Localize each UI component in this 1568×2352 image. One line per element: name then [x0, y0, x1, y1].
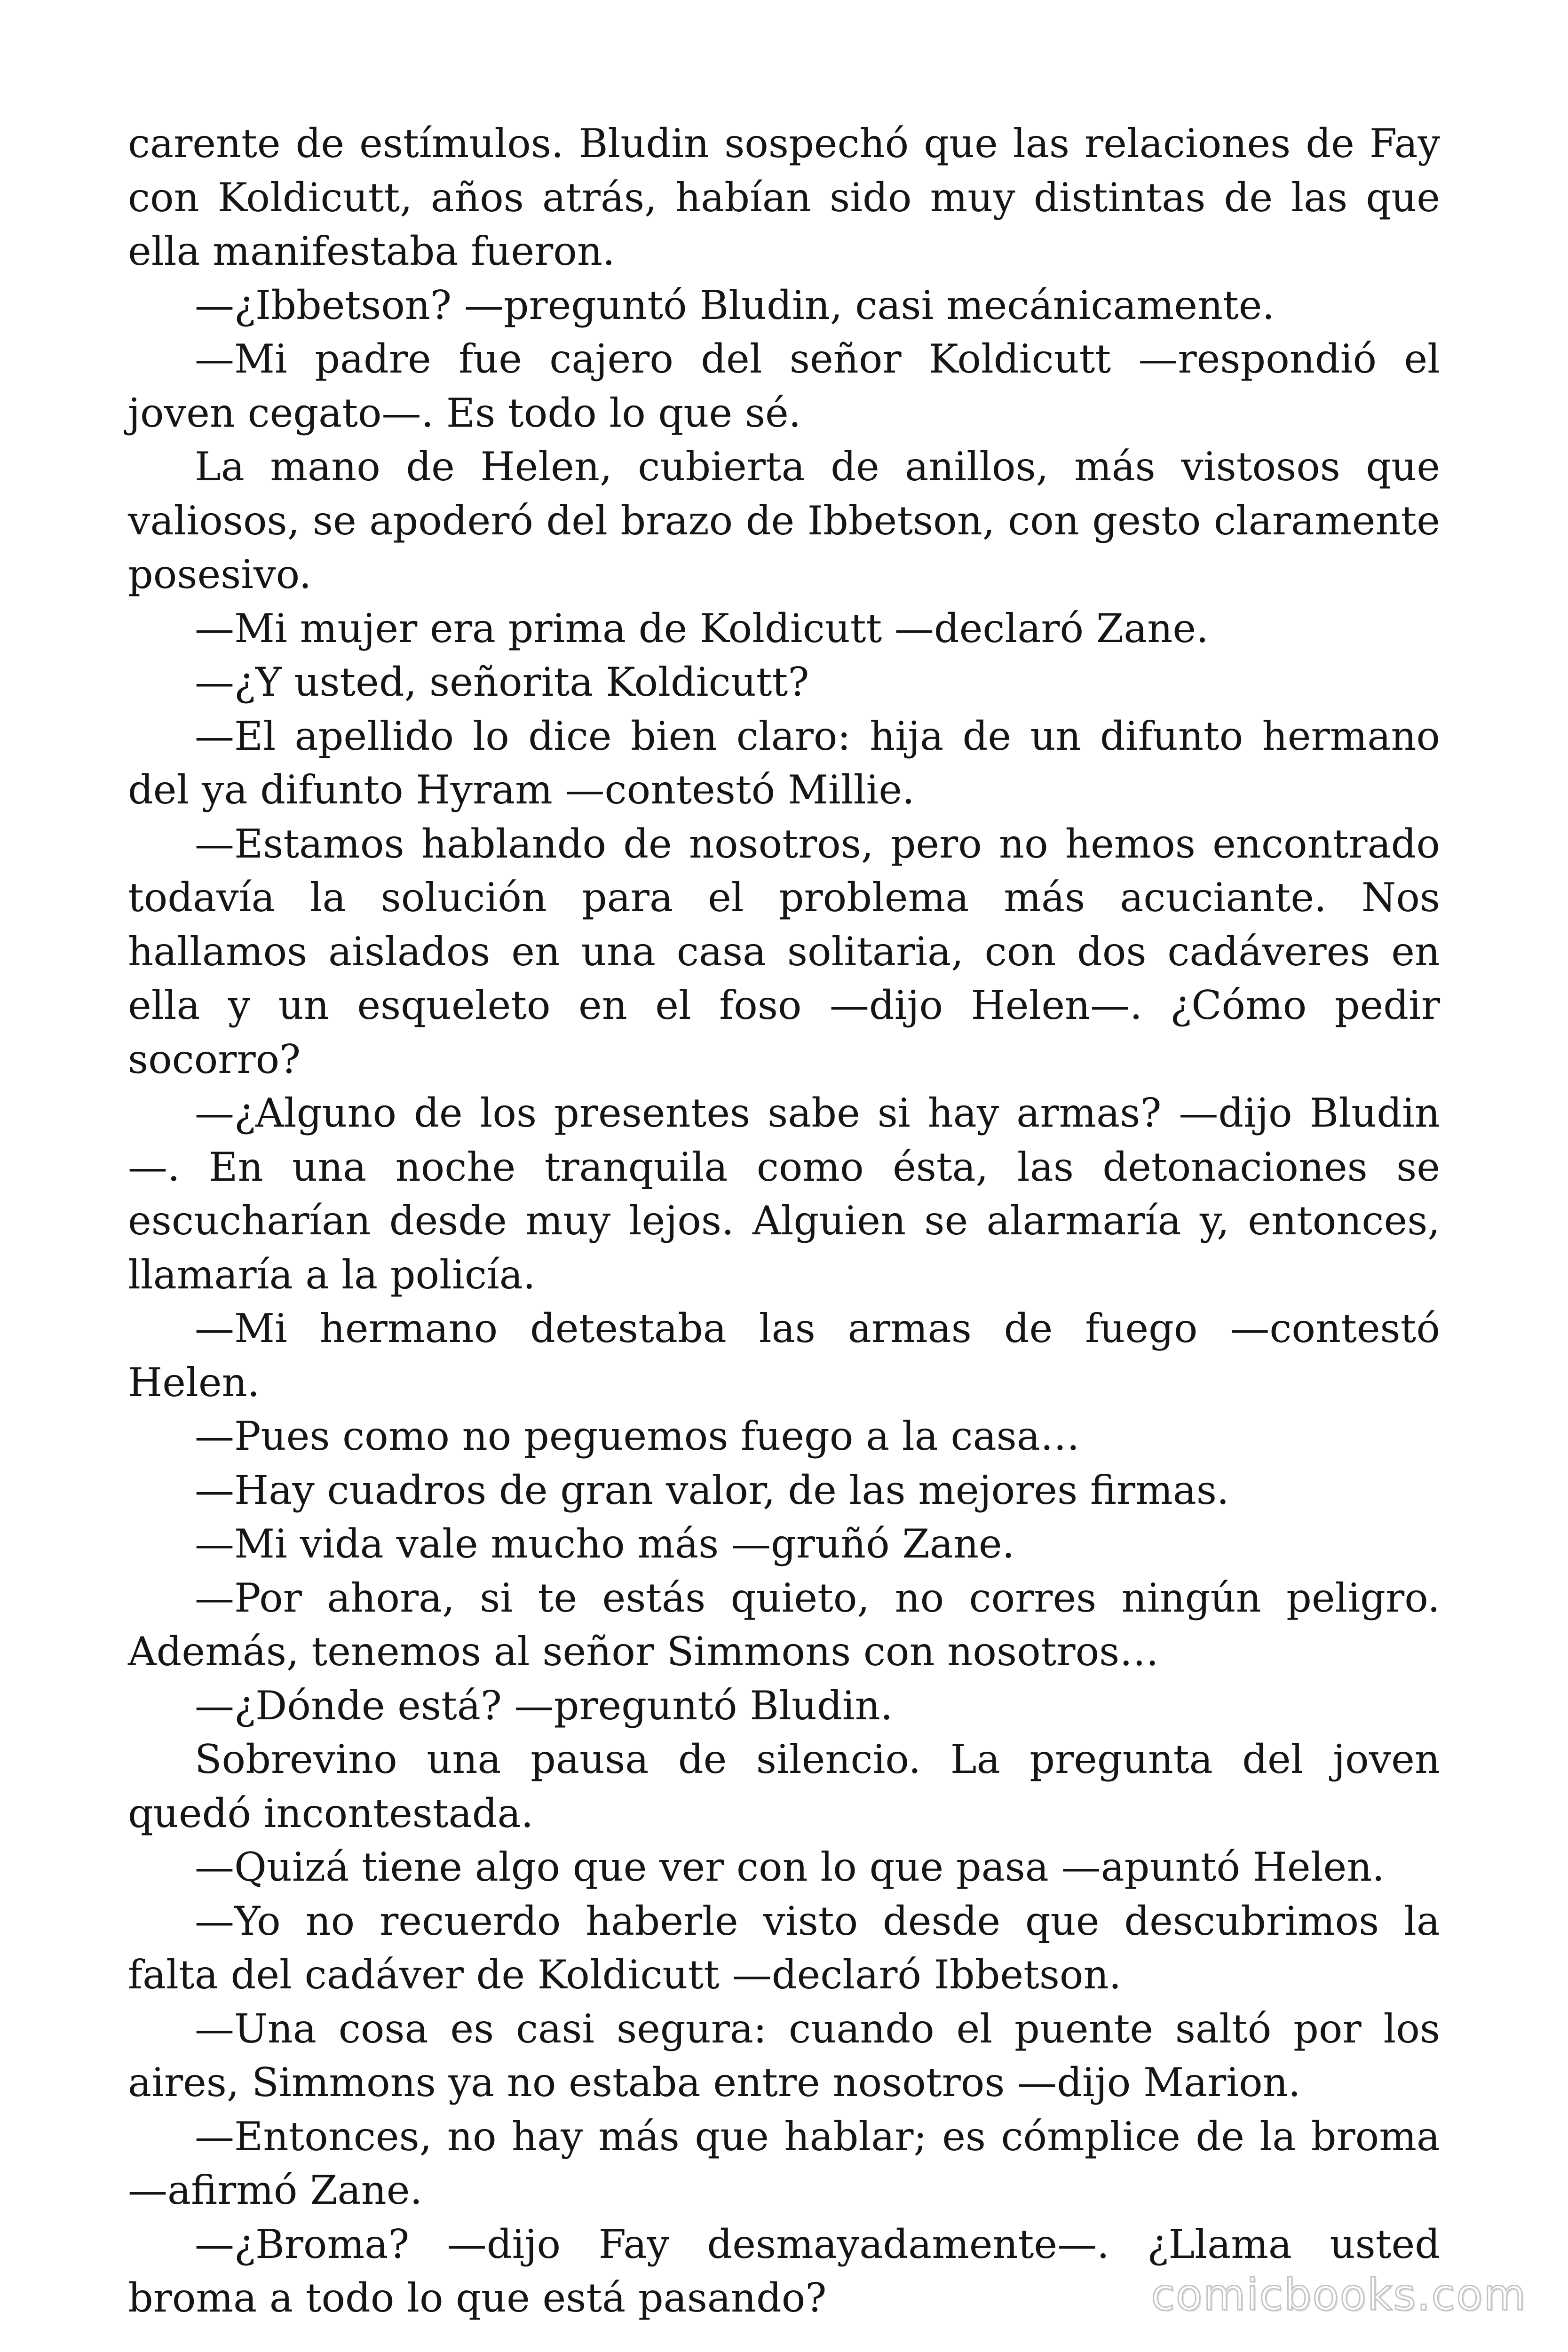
paragraph: Sobrevino una pausa de silencio. La pregunta del joven quedó incontestada.: [128, 1736, 1440, 1836]
paragraph: —Por ahora, si te estás quieto, no corres ningún peligro. Además, tenemos al señor Simmons con nosotros…: [128, 1574, 1440, 1675]
body-text: [128, 117, 1440, 2325]
paragraph: —¿Alguno de los presentes sabe si hay armas? —dijo Bludin—. En una noche tranquila como ésta, las detonaciones se escucharían desde muy lejos. Alguien se alarmaría y, entonces, llamaría a la policía.: [128, 1090, 1440, 1298]
paragraph: —Quizá tiene algo que ver con lo que pasa —apuntó Helen.: [195, 1844, 1385, 1890]
paragraph: —Yo no recuerdo haberle visto desde que descubrimos la falta del cadáver de Koldicutt —declaró Ibbetson.: [128, 1898, 1440, 1998]
paragraph: —Una cosa es casi segura: cuando el puente saltó por los aires, Simmons ya no estaba entre nosotros —dijo Marion.: [128, 2005, 1440, 2106]
paragraph: —¿Dónde está? —preguntó Bludin.: [195, 1682, 893, 1729]
paragraph: —Mi hermano detestaba las armas de fuego —contestó Helen.: [128, 1305, 1440, 1406]
paragraph: —Entonces, no hay más que hablar; es cómplice de la broma —afirmó Zane.: [128, 2113, 1440, 2213]
paragraph: —¿Ibbetson? —preguntó Bludin, casi mecánicamente.: [195, 282, 1275, 328]
paragraph: —Hay cuadros de gran valor, de las mejores firmas.: [195, 1467, 1229, 1513]
paragraph: —¿Y usted, señorita Koldicutt?: [195, 659, 809, 705]
paragraph: —Pues como no peguemos fuego a la casa…: [195, 1413, 1080, 1459]
paragraph: —Mi vida vale mucho más —gruñó Zane.: [195, 1521, 1015, 1567]
paragraph: —El apellido lo dice bien claro: hija de un difunto hermano del ya difunto Hyram —contestó Millie.: [128, 713, 1440, 813]
watermark: comicbooks.com: [1151, 2270, 1527, 2320]
paragraph: —Mi padre fue cajero del señor Koldicutt —respondió el joven cegato—. Es todo lo que sé.: [128, 336, 1440, 436]
paragraph: carente de estímulos. Bludin sospechó que las relaciones de Fay con Koldicutt, años atrás, habían sido muy distintas de las que ella manifestaba fueron.: [128, 120, 1440, 274]
paragraph: —Mi mujer era prima de Koldicutt —declaró Zane.: [195, 605, 1209, 652]
paragraph: —¿Broma? —dijo Fay desmayadamente—. ¿Llama usted broma a todo lo que está pasando?: [128, 2221, 1440, 2321]
paragraph: La mano de Helen, cubierta de anillos, más vistosos que valiosos, se apoderó del brazo de Ibbetson, con gesto claramente posesivo.: [128, 444, 1440, 597]
paragraph: —Estamos hablando de nosotros, pero no hemos encontrado todavía la solución para el problema más acuciante. Nos hallamos aislados en una casa solitaria, con dos cadáveres en ella y un esqueleto en el foso —dijo Helen—. ¿Cómo pedir socorro?: [128, 820, 1440, 1082]
